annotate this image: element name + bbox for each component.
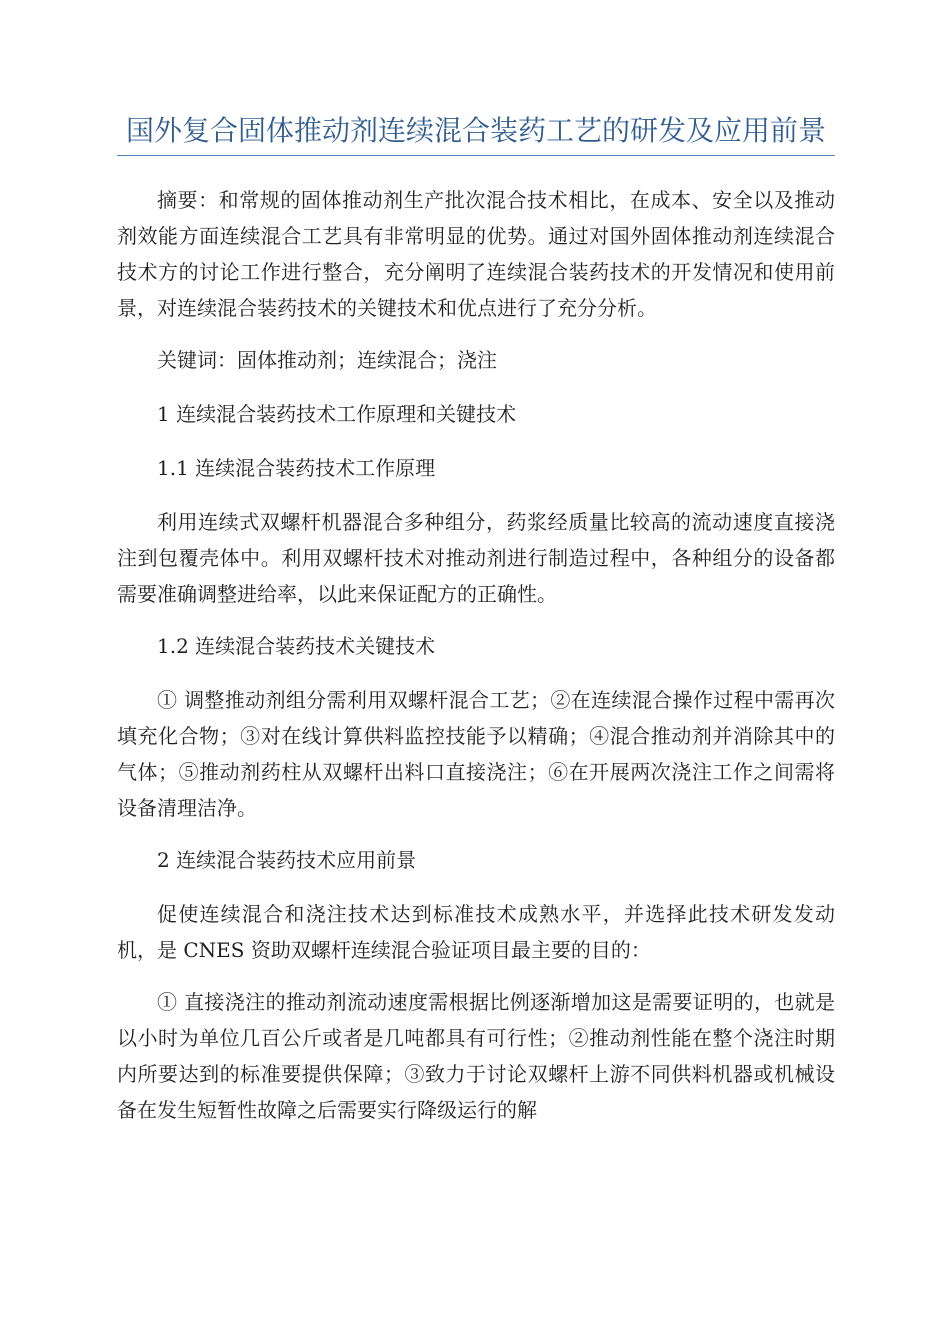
document-title: 国外复合固体推动剂连续混合装药工艺的研发及应用前景 bbox=[125, 114, 826, 147]
section-2-body-1: 促使连续混合和浇注技术达到标准技术成熟水平，并选择此技术研发发动机，是 CNES 资助双螺杆连续混合验证项目最主要的目的： bbox=[117, 902, 835, 962]
abstract-paragraph: 摘要：和常规的固体推动剂生产批次混合技术相比，在成本、安全以及推动剂效能方面连续混合工艺具有非常明显的优势。通过对国外固体推动剂连续混合技术方的讨论工作进行整合，充分阐明了连续混合装药技术的开发情况和使用前景，对连续混合装药技术的关键技术和优点进行了充分分析。 bbox=[117, 188, 835, 320]
section-1-1-heading: 1.1 连续混合装药技术工作原理 bbox=[157, 456, 436, 480]
section-1-2-heading: 1.2 连续混合装药技术关键技术 bbox=[157, 634, 436, 658]
document-page bbox=[117, 113, 835, 1144]
section-2-heading: 2 连续混合装药技术应用前景 bbox=[157, 848, 417, 872]
section-1-1-body: 利用连续式双螺杆机器混合多种组分，药浆经质量比较高的流动速度直接浇注到包覆壳体中。利用双螺杆技术对推动剂进行制造过程中，各种组分的设备都需要准确调整进给率，以此来保证配方的正确性。 bbox=[117, 510, 835, 606]
section-2-body-2: ① 直接浇注的推动剂流动速度需根据比例逐渐增加这是需要证明的，也就是以小时为单位几百公斤或者是几吨都具有可行性；②推动剂性能在整个浇注时期内所要达到的标准要提供保障；③致力于讨论双螺杆上游不同供料机器或机械设备在发生短暂性故障之后需要实行降级运行的解 bbox=[117, 990, 835, 1122]
title-divider bbox=[117, 155, 835, 156]
keywords-line: 关键词：固体推动剂；连续混合；浇注 bbox=[157, 348, 497, 372]
section-1-heading: 1 连续混合装药技术工作原理和关键技术 bbox=[157, 402, 517, 426]
section-1-2-body: ① 调整推动剂组分需利用双螺杆混合工艺；②在连续混合操作过程中需再次填充化合物；③对在线计算供料监控技能予以精确；④混合推动剂并消除其中的气体；⑤推动剂药柱从双螺杆出料口直接浇注；⑥在开展两次浇注工作之间需将设备清理洁净。 bbox=[117, 688, 835, 820]
